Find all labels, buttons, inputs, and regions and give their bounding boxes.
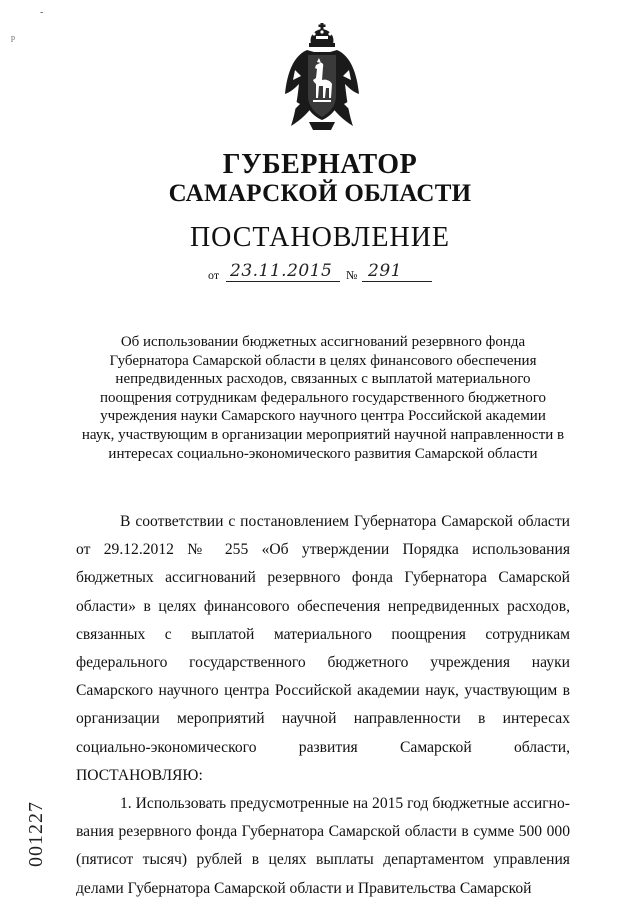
number-label: № [346,268,358,282]
header-title-governor: ГУБЕРНАТОР [222,149,418,180]
subject-line: учреждения науки Самарского научного центра Российской академии [100,408,546,425]
document-number: 291 [368,261,402,281]
subject-line: Губернатора Самарской области в целях финансового обеспечения [109,352,537,369]
subject-line: поощрения сотрудникам федерального государственного бюджетного [99,389,547,406]
scan-mark-p: р [11,33,15,42]
ribbon-icon [309,122,335,130]
side-number-text: 001227 [25,801,47,867]
subject-line: интересах социально-экономического развития Самарской области [108,445,538,462]
body-paragraph-preamble: В соответствии с постановлением Губернатора Самарской области от 29.12.2012 № 255 «Об утверждении Порядка использования бюджетных ассигнований резервного фонда Губернатора Самарской области» в целях финансового обеспечения непредвиденных расходов, связанных с выплатой материального поощрения сотрудникам федерального государственного бюджетного учреждения науки Самарского научного центра Российской академии наук, участвующим в организации мероприятий научной направленности в интересах социально-экономического развития Самарской области, ПОСТАНОВЛЯЮ: [76,513,570,784]
scan-mark-dash: - [40,7,44,18]
document-subject [70,333,576,463]
subject-line: наук, участвующим в организации мероприятий научной направленности в [81,426,565,443]
crown-icon [309,23,335,47]
subject-line: непредвиденных расходов, связанных с выплатой материального [115,371,531,388]
header-title-region: САМАРСКОЙ ОБЛАСТИ [168,180,472,207]
side-registration-number [21,793,51,883]
document-body [76,508,570,903]
samara-coat-of-arms-icon [281,22,363,134]
body-paragraph-item-1: 1. Использовать предусмотренные на 2015 год бюджетные ассигнования резервного фонда Губернатора Самарской области в сумме 500 000 (пятисот тысяч) рублей в целях выплаты департаментом управления делами Губернатора Самарской области и Правительства Самарской [76,795,570,897]
subject-line: Об использовании бюджетных ассигнований резервного фонда [120,334,526,350]
from-label: от [208,268,220,282]
document-number-line [208,262,448,284]
document-type-title: ПОСТАНОВЛЕНИЕ [189,222,451,253]
document-date: 23.11.2015 [230,261,333,281]
